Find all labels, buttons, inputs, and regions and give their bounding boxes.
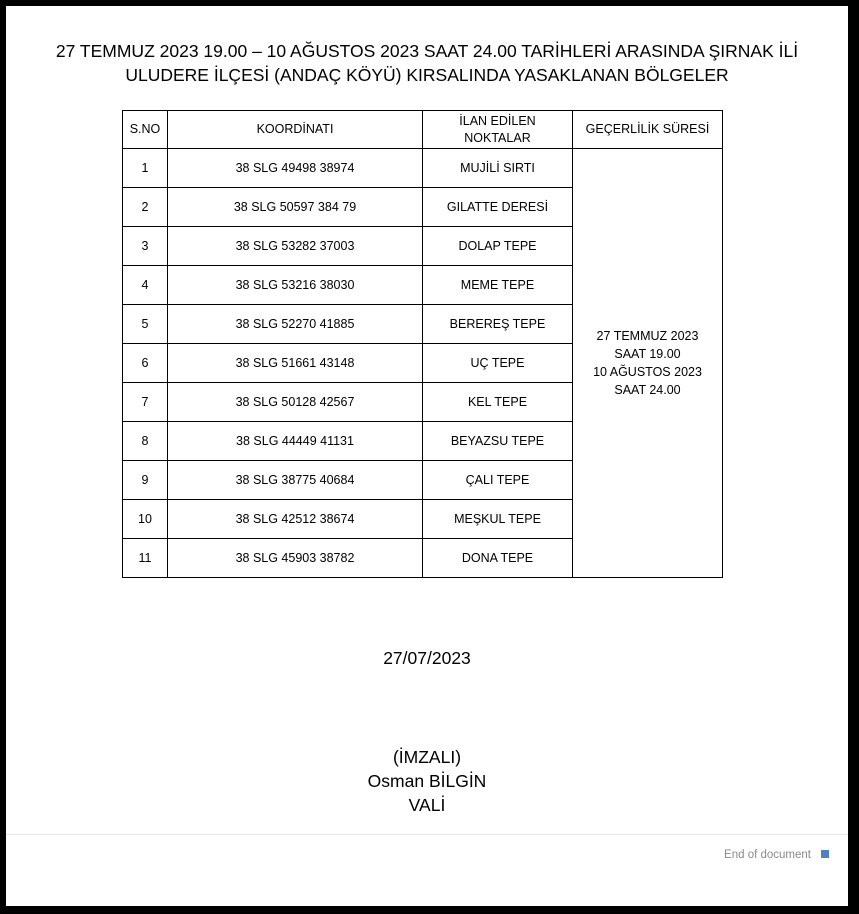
row-coordinate: 38 SLG 52270 41885 — [168, 305, 423, 344]
row-coordinate: 38 SLG 50597 384 79 — [168, 188, 423, 227]
row-point-name: BEYAZSU TEPE — [423, 422, 573, 461]
validity-line1: 27 TEMMUZ 2023 — [596, 329, 699, 343]
row-coordinate: 38 SLG 53216 38030 — [168, 266, 423, 305]
row-point-name: DONA TEPE — [423, 539, 573, 578]
signer-title: VALİ — [408, 795, 446, 815]
row-coordinate: 38 SLG 49498 38974 — [168, 149, 423, 188]
header-points-line-2: NOKTALAR — [464, 130, 531, 145]
document-title — [6, 39, 848, 87]
header-points-line-1: İLAN EDİLEN — [459, 113, 536, 128]
end-of-document — [724, 849, 829, 861]
header-validity: GEÇERLİLİK SÜRESİ — [573, 111, 723, 149]
signer-name: Osman BİLGİN — [367, 771, 487, 791]
row-coordinate: 38 SLG 51661 43148 — [168, 344, 423, 383]
document-date: 27/07/2023 — [383, 648, 471, 668]
row-number: 3 — [123, 227, 168, 266]
validity-line3: 10 AĞUSTOS 2023 — [593, 365, 702, 379]
row-point-name: BEREREŞ TEPE — [423, 305, 573, 344]
restricted-zones-table — [122, 110, 723, 578]
signature-block — [6, 745, 848, 817]
row-coordinate: 38 SLG 42512 38674 — [168, 500, 423, 539]
row-number: 4 — [123, 266, 168, 305]
validity-line4: SAAT 24.00 — [614, 383, 681, 397]
row-number: 2 — [123, 188, 168, 227]
row-number: 1 — [123, 149, 168, 188]
document-page — [6, 6, 848, 906]
row-number: 6 — [123, 344, 168, 383]
title-line-2: ULUDERE İLÇESİ (ANDAÇ KÖYÜ) KIRSALINDA YASAKLANAN BÖLGELER — [125, 65, 729, 85]
row-number: 11 — [123, 539, 168, 578]
row-point-name: KEL TEPE — [423, 383, 573, 422]
validity-line2: SAAT 19.00 — [614, 347, 681, 361]
validity-period — [573, 149, 723, 578]
header-coordinate: KOORDİNATI — [168, 111, 423, 149]
row-point-name: UÇ TEPE — [423, 344, 573, 383]
table-row — [123, 149, 723, 188]
row-coordinate: 38 SLG 50128 42567 — [168, 383, 423, 422]
row-number: 10 — [123, 500, 168, 539]
row-point-name: GILATTE DERESİ — [423, 188, 573, 227]
row-coordinate: 38 SLG 38775 40684 — [168, 461, 423, 500]
row-coordinate: 38 SLG 53282 37003 — [168, 227, 423, 266]
row-coordinate: 38 SLG 45903 38782 — [168, 539, 423, 578]
row-point-name: ÇALI TEPE — [423, 461, 573, 500]
title-line-1: 27 TEMMUZ 2023 19.00 – 10 AĞUSTOS 2023 SAAT 24.00 TARİHLERİ ARASINDA ŞIRNAK İLİ — [55, 41, 799, 61]
table-header-row — [123, 111, 723, 149]
row-point-name: DOLAP TEPE — [423, 227, 573, 266]
header-sno: S.NO — [123, 111, 168, 149]
row-point-name: MEŞKUL TEPE — [423, 500, 573, 539]
row-coordinate: 38 SLG 44449 41131 — [168, 422, 423, 461]
row-point-name: MUJİLİ SIRTI — [423, 149, 573, 188]
end-of-document-label: End of document — [724, 849, 811, 861]
footer-divider — [6, 834, 848, 835]
row-number: 9 — [123, 461, 168, 500]
row-number: 5 — [123, 305, 168, 344]
header-points — [423, 111, 573, 149]
end-marker-icon — [821, 850, 829, 858]
row-number: 7 — [123, 383, 168, 422]
signature-status: (İMZALI) — [392, 747, 462, 767]
row-point-name: MEME TEPE — [423, 266, 573, 305]
row-number: 8 — [123, 422, 168, 461]
